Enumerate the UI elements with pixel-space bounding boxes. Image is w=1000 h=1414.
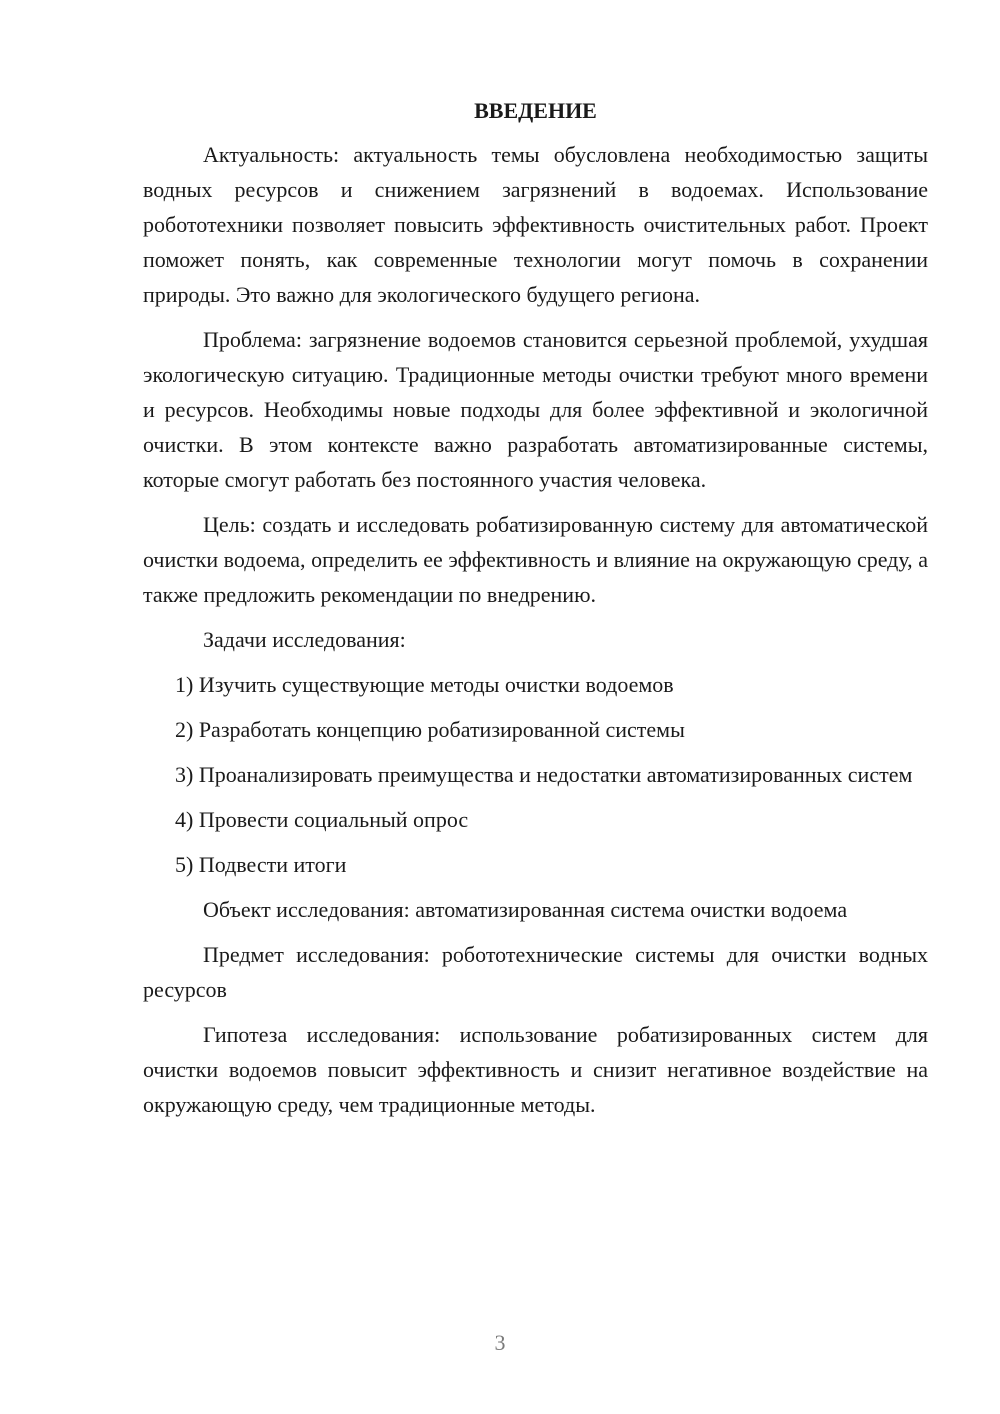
paragraph-subject: Предмет исследования: робототехнические системы для очистки водных ресурсов [143,942,928,1002]
section-heading: ВВЕДЕНИЕ [474,98,597,123]
page-number: 3 [494,1330,506,1355]
paragraph-relevance: Актуальность: актуальность темы обусловлена необходимостью защиты водных ресурсов и снижением загрязнений в водоемах. Использование робототехники позволяет повысить эффективность очистительных работ. Проект поможет понять, как современные технологии могут помочь в сохранении природы. Это важно для экологического будущего региона. [143,142,928,307]
list-item: 3) Проанализировать преимущества и недостатки автоматизированных систем [175,762,913,787]
paragraph-object: Объект исследования: автоматизированная система очистки водоема [203,897,848,922]
paragraph-hypothesis: Гипотеза исследования: использование робатизированных систем для очистки водоемов повысит эффективность и снизит негативное воздействие на окружающую среду, чем традиционные методы. [143,1022,928,1117]
list-item: 2) Разработать концепцию робатизированной системы [175,717,685,742]
list-item: 4) Провести социальный опрос [175,807,469,832]
paragraph-problem: Проблема: загрязнение водоемов становится серьезной проблемой, ухудшая экологическую ситуацию. Традиционные методы очистки требуют много времени и ресурсов. Необходимы новые подходы для более эффективной и экологичной очистки. В этом контексте важно разработать автоматизированные системы, которые смогут работать без постоянного участия человека. [143,327,928,492]
paragraph-goal: Цель: создать и исследовать робатизированную систему для автоматической очистки водоема, определить ее эффективность и влияние на окружающую среду, а также предложить рекомендации по внедрению. [143,512,928,607]
page-content [143,96,928,1132]
tasks-intro: Задачи исследования: [203,627,406,652]
list-item: 5) Подвести итоги [175,852,347,877]
list-item: 1) Изучить существующие методы очистки водоемов [175,672,674,697]
